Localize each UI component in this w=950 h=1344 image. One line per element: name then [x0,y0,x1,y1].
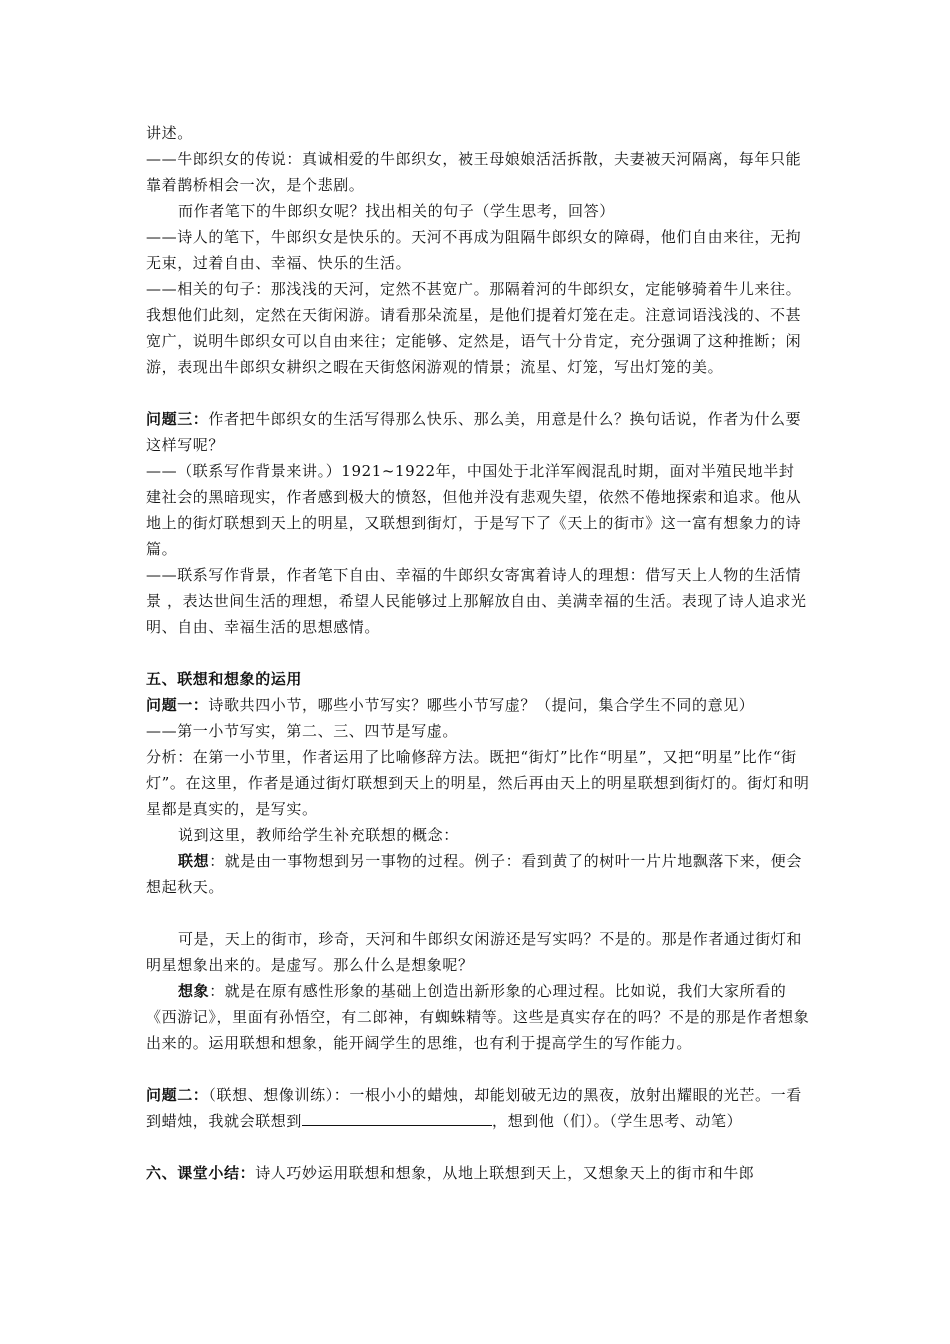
association-label: 联想 [178,852,210,870]
paragraph-imagination-intro: 可是，天上的街市，珍奇，天河和牛郎织女闲游还是写实吗？不是的。那是作者通过街灯和明星想象出来的。是虚写。那么什么是想象呢？ [146,930,803,974]
paragraph-imagination [146,978,810,1056]
imagination-text: ：就是在原有感性形象的基础上创造出新形象的心理过程。比如说，我们大家所看的《西游记》，里面有孙悟空，有二郎神，有蜘蛛精等。这些是真实存在的吗？不是的那是作者想象出来的。运用联想和想象，能开阔学生的思维，也有利于提高学生的写作能力。 [146,982,810,1052]
fill-in-blank[interactable] [302,1109,492,1126]
paragraph-continuation: 讲述。 [146,124,193,142]
question-two-text-b: ，想到他（们）。（学生思考、动笔） [492,1112,743,1130]
paragraph-ideal: ——联系写作背景，作者笔下自由、幸福的牛郎织女寄寓着诗人的理想：借写天上人物的生活情景 ，表达世间生活的理想，希望人民能够过上那解放自由、美满幸福的生活。表现了诗人追求光明、自由、幸福生活的思想感情。 [146,566,807,636]
spacer [146,380,810,406]
spacer [146,1056,810,1082]
paragraph-answer-one: ——第一小节写实，第二、三、四节是写虚。 [146,722,459,740]
section-six [146,1160,810,1186]
section-six-text: 诗人巧妙运用联想和想象，从地上联想到天上，又想象天上的街市和牛郎 [255,1164,755,1182]
question-two-label: 问题二： [146,1086,209,1104]
spacer [146,640,810,666]
paragraph-question-prompt: 而作者笔下的牛郎织女呢？找出相关的句子（学生思考，回答） [178,202,615,220]
paragraph-background: ——（联系写作背景来讲。）1921~1922年，中国处于北洋军阀混乱时期，面对半殖民地半封建社会的黑暗现实，作者感到极大的愤怒，但他并没有悲观失望，依然不倦地探索和追求。他从地上的街灯联想到天上的明星，又联想到街灯，于是写下了《天上的街市》这一富有想象力的诗篇。 [146,462,802,558]
paragraph-concept-intro: 说到这里，教师给学生补充联想的概念： [178,826,459,844]
question-one-text: 诗歌共四小节，哪些小节写实？哪些小节写虚？（提问，集合学生不同的意见） [208,696,755,714]
imagination-label: 想象 [178,982,210,1000]
question-three [146,406,810,458]
association-text: ：就是由一事物想到另一事物的过程。例子：看到黄了的树叶一片片地飘落下来，便会想起秋天。 [146,852,803,896]
paragraph-related-sentences: ——相关的句子：那浅浅的天河，定然不甚宽广。那隔着河的牛郎织女，定能够骑着牛儿来往。我想他们此刻，定然在天街闲游。请看那朵流星，是他们提着灯笼在走。注意词语浅浅的、不甚宽广，说明牛郎织女可以自由来往；定能够、定然是，语气十分肯定，充分强调了这种推断；闲游，表现出牛郎织女耕织之暇在天街悠闲游观的情景；流星、灯笼，写出灯笼的美。 [146,280,802,376]
paragraph-legend: ——牛郎织女的传说：真诚相爱的牛郎织女，被王母娘娘活活拆散，夫妻被天河隔离，每年只能靠着鹊桥相会一次，是个悲剧。 [146,150,802,194]
spacer [146,900,810,926]
section-six-label: 六、课堂小结： [146,1164,256,1182]
question-one [146,692,810,718]
question-one-label: 问题一： [146,696,209,714]
question-three-text: 作者把牛郎织女的生活写得那么快乐、那么美，用意是什么？换句话说，作者为什么要这样写呢？ [146,410,802,454]
section-heading-five: 五、联想和想象的运用 [146,670,303,688]
question-two [146,1082,810,1134]
document-page [146,120,810,1186]
spacer [146,1134,810,1160]
question-two-text-a: （联想、想像训练）：一根小小的蜡烛，却能划破无边的黑夜，放射出耀眼的光芒。一看到蜡烛，我就会联想到 [146,1086,802,1130]
question-three-label: 问题三： [146,410,209,428]
paragraph-association [146,848,810,900]
paragraph-analysis: 分析：在第一小节里，作者运用了比喻修辞方法。既把“街灯”比作“明星”，又把“明星”比作“街灯”。在这里，作者是通过街灯联想到天上的明星，然后再由天上的明星联想到街灯的。街灯和明星都是真实的，是写实。 [146,748,810,818]
paragraph-poet-view: ——诗人的笔下，牛郎织女是快乐的。天河不再成为阻隔牛郎织女的障碍，他们自由来往，无拘无束，过着自由、幸福、快乐的生活。 [146,228,802,272]
